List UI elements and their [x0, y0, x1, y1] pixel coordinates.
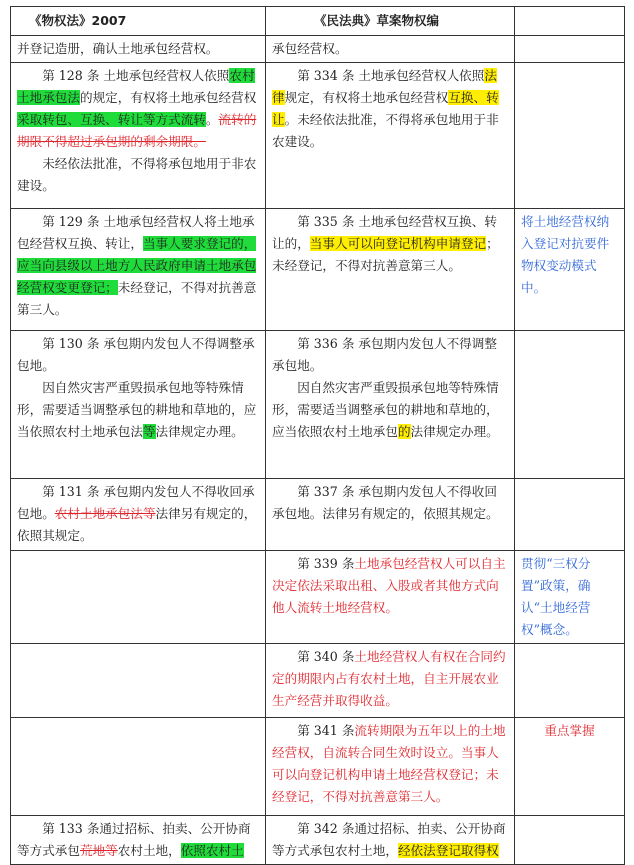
- cell-new-law: 第 341 条流转期限为五年以上的土地经营权，自流转合同生效时设立。当事人可以向登记机构申请土地经营权登记；未经登记，不得对抗善意第三人。: [266, 718, 515, 816]
- cell-old-law: 第 130 条 承包期内发包人不得调整承包地。 因自然灾害严重毁损承包地等特殊情形，需要适当调整承包的耕地和草地的，应当依照农村土地承包法等法律规定办理。: [11, 331, 266, 479]
- cell-old-law: 第 133 条通过招标、拍卖、公开协商等方式承包荒地等农村土地，依照农村土: [11, 816, 266, 865]
- cell-new-law: 第 340 条土地经营权人有权在合同约定的期限内占有农村土地，自主开展农业生产经营并取得收益。: [266, 644, 515, 718]
- cell-old-law: 并登记造册，确认土地承包经营权。: [11, 36, 266, 63]
- header-col3: [515, 7, 625, 36]
- cell-new-law: 第 335 条 土地承包经营权互换、转让的，当事人可以向登记机构申请登记；未经登记，不得对抗善意第三人。: [266, 209, 515, 331]
- cell-old-law: 第 128 条 土地承包经营权人依照农村土地承包法的规定，有权将土地承包经营权采取转包、互换、转让等方式流转。流转的期限不得超过承包期的剩余期限。 未经依法批准，不得将承包地用于非农建设。: [11, 63, 266, 209]
- cell-note: [515, 331, 625, 479]
- cell-old-law: [11, 718, 266, 816]
- cell-new-law: 承包经营权。: [266, 36, 515, 63]
- cell-note: [515, 644, 625, 718]
- cell-old-law: 第 129 条 土地承包经营权人将土地承包经营权互换、转让，当事人要求登记的，应当向县级以上地方人民政府申请土地承包经营权变更登记；未经登记，不得对抗善意第三人。: [11, 209, 266, 331]
- cell-old-law: 第 131 条 承包期内发包人不得收回承包地。农村土地承包法等法律另有规定的，依照其规定。: [11, 479, 266, 551]
- header-col2: 《民法典》草案物权编: [266, 7, 515, 36]
- cell-new-law: 第 336 条 承包期内发包人不得调整承包地。 因自然灾害严重毁损承包地等特殊情形，需要适当调整承包的耕地和草地的，应当依照农村土地承包的法律规定办理。: [266, 331, 515, 479]
- cell-new-law: 第 337 条 承包期内发包人不得收回承包地。法律另有规定的，依照其规定。: [266, 479, 515, 551]
- cell-new-law: 第 342 条通过招标、拍卖、公开协商等方式承包农村土地，经依法登记取得权: [266, 816, 515, 865]
- header-col1: 《物权法》2007: [11, 7, 266, 36]
- table-row: [11, 551, 625, 644]
- table-row: [11, 479, 625, 551]
- cell-note: 贯彻“三权分置”政策，确认“土地经营权”概念。: [515, 551, 625, 644]
- cell-note: [515, 816, 625, 865]
- table-row: [11, 718, 625, 816]
- cell-note: 将土地经营权纳入登记对抗要件物权变动模式中。: [515, 209, 625, 331]
- cell-note: [515, 479, 625, 551]
- cell-new-law: 第 339 条土地承包经营权人可以自主决定依法采取出租、入股或者其他方式向他人流转土地经营权。: [266, 551, 515, 644]
- cell-note: 重点掌握: [515, 718, 625, 816]
- comparison-table: [10, 6, 625, 865]
- cell-old-law: [11, 551, 266, 644]
- table-row: [11, 209, 625, 331]
- table-row: [11, 331, 625, 479]
- cell-old-law: [11, 644, 266, 718]
- cell-note: [515, 63, 625, 209]
- table-row: [11, 36, 625, 63]
- table-header-row: [11, 7, 625, 36]
- table-row: [11, 816, 625, 865]
- cell-new-law: 第 334 条 土地承包经营权人依照法律规定，有权将土地承包经营权互换、转让。未经依法批准，不得将承包地用于非农建设。: [266, 63, 515, 209]
- table-row: [11, 63, 625, 209]
- table-row: [11, 644, 625, 718]
- cell-note: [515, 36, 625, 63]
